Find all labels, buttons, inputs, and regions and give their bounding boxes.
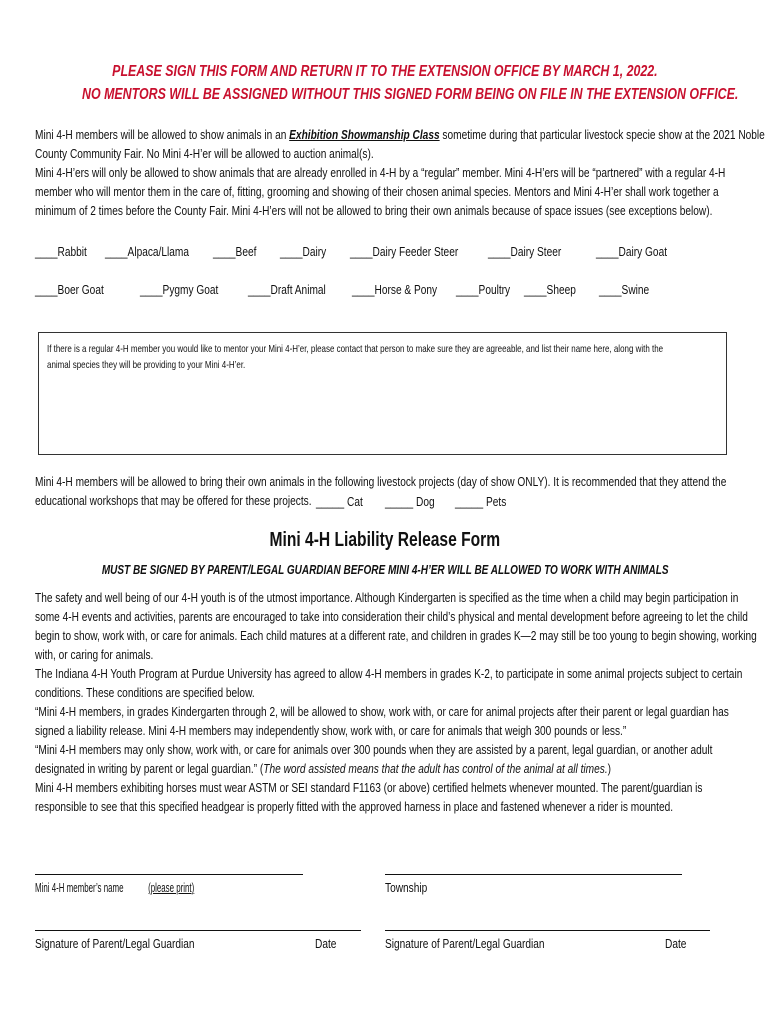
deadline-notice-line2: NO MENTORS WILL BE ASSIGNED WITHOUT THIS SIGNED FORM BEING ON FILE IN THE EXTENSION OFFICE. <box>82 86 739 103</box>
member-name-line[interactable] <box>35 874 303 875</box>
release-text: “Mini 4-H members, in grades Kindergarten through 2, will be allowed to show, work with, or care for animal projects after their parent or legal guardian has <box>35 704 729 719</box>
release-text: The Indiana 4-H Youth Program at Purdue University has agreed to allow 4-H members in grades K-2, to participate in some animal projects subject to certain <box>35 666 743 681</box>
release-form-title: Mini 4-H Liability Release Form <box>269 529 501 551</box>
release-text: with, or caring for animals. <box>35 647 154 662</box>
exhibition-class-emphasis: Exhibition Showmanship Class <box>289 127 440 142</box>
assisted-definition: The word assisted means that the adult has control of the animal at all times. <box>263 761 608 776</box>
release-text: “Mini 4-H members may only show, work with, or care for animals over 300 pounds when they are assisted by a parent, legal guardian, or another adult <box>35 742 713 757</box>
release-form-subtitle: MUST BE SIGNED BY PARENT/LEGAL GUARDIAN BEFORE MINI 4-H’ER WILL BE ALLOWED TO WORK WITH ANIMALS <box>101 563 669 577</box>
township-label: Township <box>385 880 428 895</box>
species-alpaca-llama[interactable]: ____Alpaca/Llama <box>105 244 190 259</box>
own-animals-text: Mini 4-H members will be allowed to bring their own animals in the following livestock projects (day of show ONLY). It is recommended that they attend the <box>35 474 727 489</box>
intro-text: County Community Fair. No Mini 4-H’er will be allowed to auction animal(s). <box>35 146 374 161</box>
project-pets[interactable]: _____ Pets <box>455 494 507 509</box>
mentor-notice <box>0 85 770 104</box>
intro-text: sometime during that particular livestock specie show at the 2021 Noble <box>439 127 765 142</box>
release-text: conditions. These conditions are specified below. <box>35 685 255 700</box>
species-beef[interactable]: ____Beef <box>213 244 257 259</box>
species-rabbit[interactable]: ____Rabbit <box>35 244 87 259</box>
release-paragraph <box>35 588 770 816</box>
species-draft-animal[interactable]: ____Draft Animal <box>248 282 326 297</box>
mentor-box-text: animal species they will be providing to your Mini 4-H’er. <box>47 359 246 371</box>
release-text: some 4-H events and activities, parents are encouraged to take into consideration their child’s physical and mental development before agreeing to let the child <box>35 609 748 624</box>
release-text: ) <box>607 761 612 776</box>
parent-signature-label-right: Signature of Parent/Legal Guardian <box>385 936 545 951</box>
parent-signature-line-left[interactable] <box>35 930 361 931</box>
deadline-notice <box>0 62 770 81</box>
release-text: The safety and well being of our 4-H youth is of the utmost importance. Although Kindergarten is specified as the time when a child may begin participation in <box>35 590 739 605</box>
date-label-right: Date <box>665 936 687 951</box>
parent-signature-line-right[interactable] <box>385 930 710 931</box>
release-text: begin to show, work with, or care for animals. Each child matures at a different rate, and children in grades K—2 may still be too young to begin showing, working <box>35 628 757 643</box>
species-boer-goat[interactable]: ____Boer Goat <box>35 282 104 297</box>
parent-signature-label-left: Signature of Parent/Legal Guardian <box>35 936 195 951</box>
species-swine[interactable]: ____Swine <box>599 282 650 297</box>
intro-text: Mini 4-H members will be allowed to show animals in an <box>35 127 290 142</box>
own-animals-text: educational workshops that may be offered for these projects. <box>35 493 312 508</box>
species-poultry[interactable]: ____Poultry <box>456 282 511 297</box>
release-text: Mini 4-H members exhibiting horses must wear ASTM or SEI standard F1163 (or above) certified helmets whenever mounted. The parent/guardian is <box>35 780 703 795</box>
intro-paragraph <box>35 125 770 220</box>
mentor-box-instructions <box>47 341 770 373</box>
member-name-label: Mini 4-H member’s name(please print) <box>35 880 195 895</box>
species-dairy[interactable]: ____Dairy <box>280 244 327 259</box>
species-pygmy-goat[interactable]: ____Pygmy Goat <box>140 282 219 297</box>
release-text: signed a liability release. Mini 4-H members may independently show, work with, or care for animals that weigh 300 pounds or less.” <box>35 723 627 738</box>
deadline-notice-line1: PLEASE SIGN THIS FORM AND RETURN IT TO THE EXTENSION OFFICE BY MARCH 1, 2022. <box>112 63 658 80</box>
release-text: responsible to see that this specified headgear is properly fitted with the approved harness in place and fastened whenever a rider is mounted. <box>35 799 674 814</box>
intro-text: member who will mentor them in the care of, fitting, grooming and showing of their chosen animal species. Mentors and Mini 4-H’er shall work together a <box>35 184 719 199</box>
species-sheep[interactable]: ____Sheep <box>524 282 576 297</box>
species-dairy-steer[interactable]: ____Dairy Steer <box>488 244 562 259</box>
project-cat[interactable]: _____ Cat <box>316 494 363 509</box>
release-text: designated in writing by parent or legal guardian.” ( <box>35 761 264 776</box>
township-line[interactable] <box>385 874 682 875</box>
species-dairy-feeder-steer[interactable]: ____Dairy Feeder Steer <box>350 244 459 259</box>
mentor-box-text: If there is a regular 4-H member you would like to mentor your Mini 4-H’er, please contact that person to make sure they are agreeable, and list their name here, along with the <box>47 343 664 355</box>
mentor-entry-box[interactable] <box>38 332 727 455</box>
intro-text: Mini 4-H’ers will only be allowed to show animals that are already enrolled in 4-H by a “regular” member. Mini 4-H’ers will be “partnered” with a regular 4-H <box>35 165 726 180</box>
project-dog[interactable]: _____ Dog <box>385 494 435 509</box>
species-dairy-goat[interactable]: ____Dairy Goat <box>596 244 668 259</box>
date-label-left: Date <box>315 936 337 951</box>
intro-text: minimum of 2 times before the County Fair. Mini 4-H’ers will not be allowed to bring their own animals because of space issues (see exceptions below). <box>35 203 713 218</box>
species-horse-pony[interactable]: ____Horse & Pony <box>352 282 438 297</box>
